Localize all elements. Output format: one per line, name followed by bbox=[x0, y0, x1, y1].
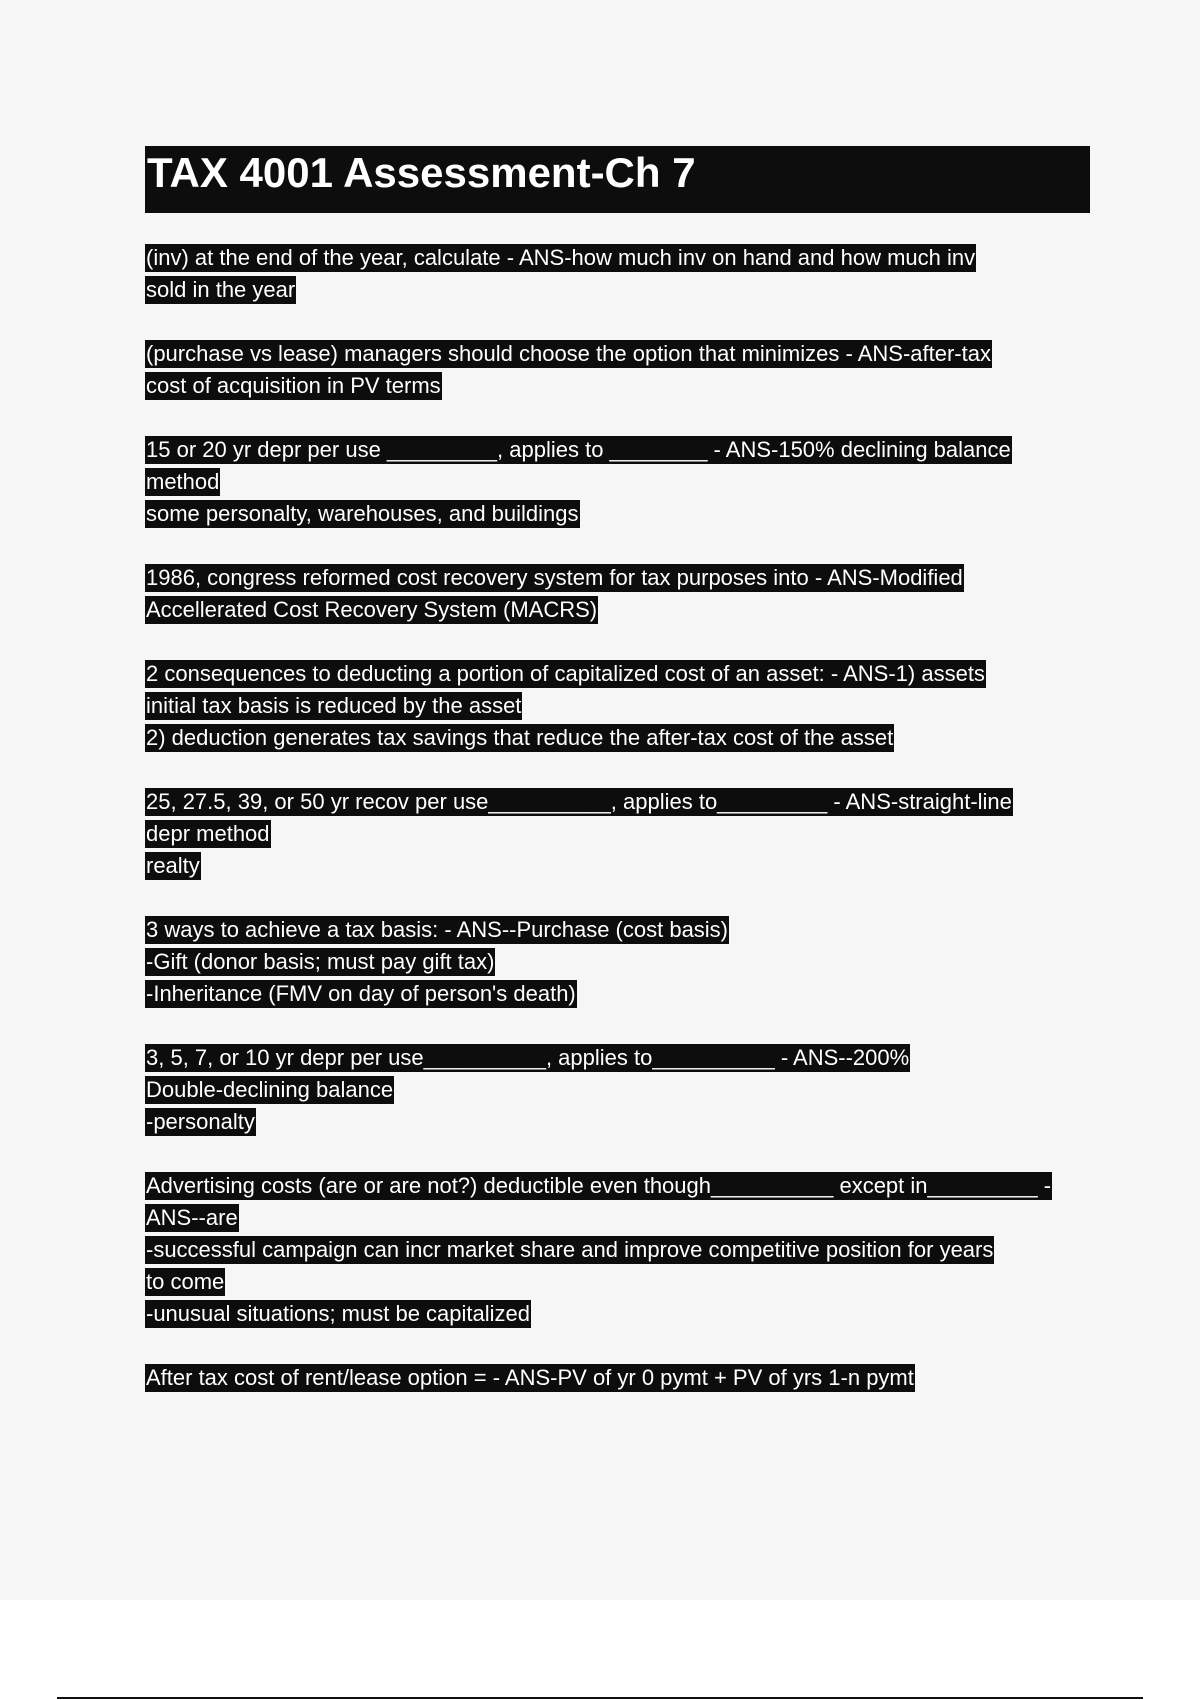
highlighted-text: -Inheritance (FMV on day of person's death) bbox=[146, 981, 576, 1006]
entry-line bbox=[145, 562, 1105, 594]
entry-line bbox=[145, 1362, 1105, 1394]
entry-line bbox=[145, 1202, 1105, 1234]
highlighted-text: initial tax basis is reduced by the asset bbox=[146, 693, 522, 718]
document-title: TAX 4001 Assessment-Ch 7 bbox=[147, 149, 696, 196]
flashcard-entry bbox=[145, 786, 1105, 882]
entry-line bbox=[145, 338, 1105, 370]
entry-line bbox=[145, 1234, 1105, 1266]
entry-line bbox=[145, 914, 1105, 946]
flashcard-entry bbox=[145, 338, 1105, 402]
highlighted-text: -personalty bbox=[146, 1109, 255, 1134]
entry-line bbox=[145, 690, 1105, 722]
entry-line bbox=[145, 434, 1105, 466]
entry-line bbox=[145, 946, 1105, 978]
highlighted-text: method bbox=[146, 469, 220, 494]
entry-line bbox=[145, 786, 1105, 818]
highlighted-text: (inv) at the end of the year, calculate - ANS-how much inv on hand and how much inv bbox=[146, 245, 976, 270]
highlighted-text: cost of acquisition in PV terms bbox=[146, 373, 441, 398]
entry-line bbox=[145, 594, 1105, 626]
highlighted-text: -unusual situations; must be capitalized bbox=[146, 1301, 530, 1326]
highlighted-text: Advertising costs (are or are not?) deductible even though__________ except in_________ - bbox=[146, 1173, 1052, 1198]
flashcard-entry bbox=[145, 434, 1105, 530]
entry-line bbox=[145, 1074, 1105, 1106]
highlighted-text: realty bbox=[146, 853, 200, 878]
entry-line bbox=[145, 274, 1105, 306]
entry-line bbox=[145, 498, 1105, 530]
flashcard-entry bbox=[145, 1042, 1105, 1138]
highlighted-text: After tax cost of rent/lease option = - ANS-PV of yr 0 pymt + PV of yrs 1-n pymt bbox=[146, 1365, 914, 1390]
highlighted-text: 2 consequences to deducting a portion of capitalized cost of an asset: - ANS-1) assets bbox=[146, 661, 985, 686]
flashcard-entry bbox=[145, 1362, 1105, 1394]
highlighted-text: (purchase vs lease) managers should choose the option that minimizes - ANS-after-tax bbox=[146, 341, 991, 366]
highlighted-text: Double-declining balance bbox=[146, 1077, 394, 1102]
page-divider bbox=[57, 1697, 1143, 1699]
highlighted-text: 3 ways to achieve a tax basis: - ANS--Purchase (cost basis) bbox=[146, 917, 729, 942]
highlighted-text: sold in the year bbox=[146, 277, 296, 302]
flashcard-entry bbox=[145, 914, 1105, 1010]
entry-line bbox=[145, 658, 1105, 690]
entry-line bbox=[145, 850, 1105, 882]
highlighted-text: 3, 5, 7, or 10 yr depr per use__________, applies to__________ - ANS--200% bbox=[146, 1045, 910, 1070]
flashcard-entry bbox=[145, 1170, 1105, 1330]
flashcard-list bbox=[145, 242, 1105, 1426]
flashcard-entry bbox=[145, 242, 1105, 306]
entry-line bbox=[145, 1298, 1105, 1330]
highlighted-text: 15 or 20 yr depr per use _________, applies to ________ - ANS-150% declining balance bbox=[146, 437, 1011, 462]
entry-line bbox=[145, 978, 1105, 1010]
entry-line bbox=[145, 722, 1105, 754]
entry-line bbox=[145, 466, 1105, 498]
entry-line bbox=[145, 1106, 1105, 1138]
highlighted-text: some personalty, warehouses, and buildings bbox=[146, 501, 579, 526]
entry-line bbox=[145, 818, 1105, 850]
highlighted-text: Accellerated Cost Recovery System (MACRS) bbox=[146, 597, 598, 622]
highlighted-text: ANS--are bbox=[146, 1205, 238, 1230]
highlighted-text: to come bbox=[146, 1269, 225, 1294]
flashcard-entry bbox=[145, 562, 1105, 626]
entry-line bbox=[145, 242, 1105, 274]
highlighted-text: depr method bbox=[146, 821, 270, 846]
highlighted-text: 25, 27.5, 39, or 50 yr recov per use__________, applies to_________ - ANS-straight-line bbox=[146, 789, 1012, 814]
flashcard-entry bbox=[145, 658, 1105, 754]
entry-line bbox=[145, 1042, 1105, 1074]
entry-line bbox=[145, 370, 1105, 402]
entry-line bbox=[145, 1266, 1105, 1298]
highlighted-text: 1986, congress reformed cost recovery system for tax purposes into - ANS-Modified bbox=[146, 565, 963, 590]
highlighted-text: 2) deduction generates tax savings that reduce the after-tax cost of the asset bbox=[146, 725, 894, 750]
entry-line bbox=[145, 1170, 1105, 1202]
highlighted-text: -successful campaign can incr market share and improve competitive position for years bbox=[146, 1237, 994, 1262]
highlighted-text: -Gift (donor basis; must pay gift tax) bbox=[146, 949, 495, 974]
